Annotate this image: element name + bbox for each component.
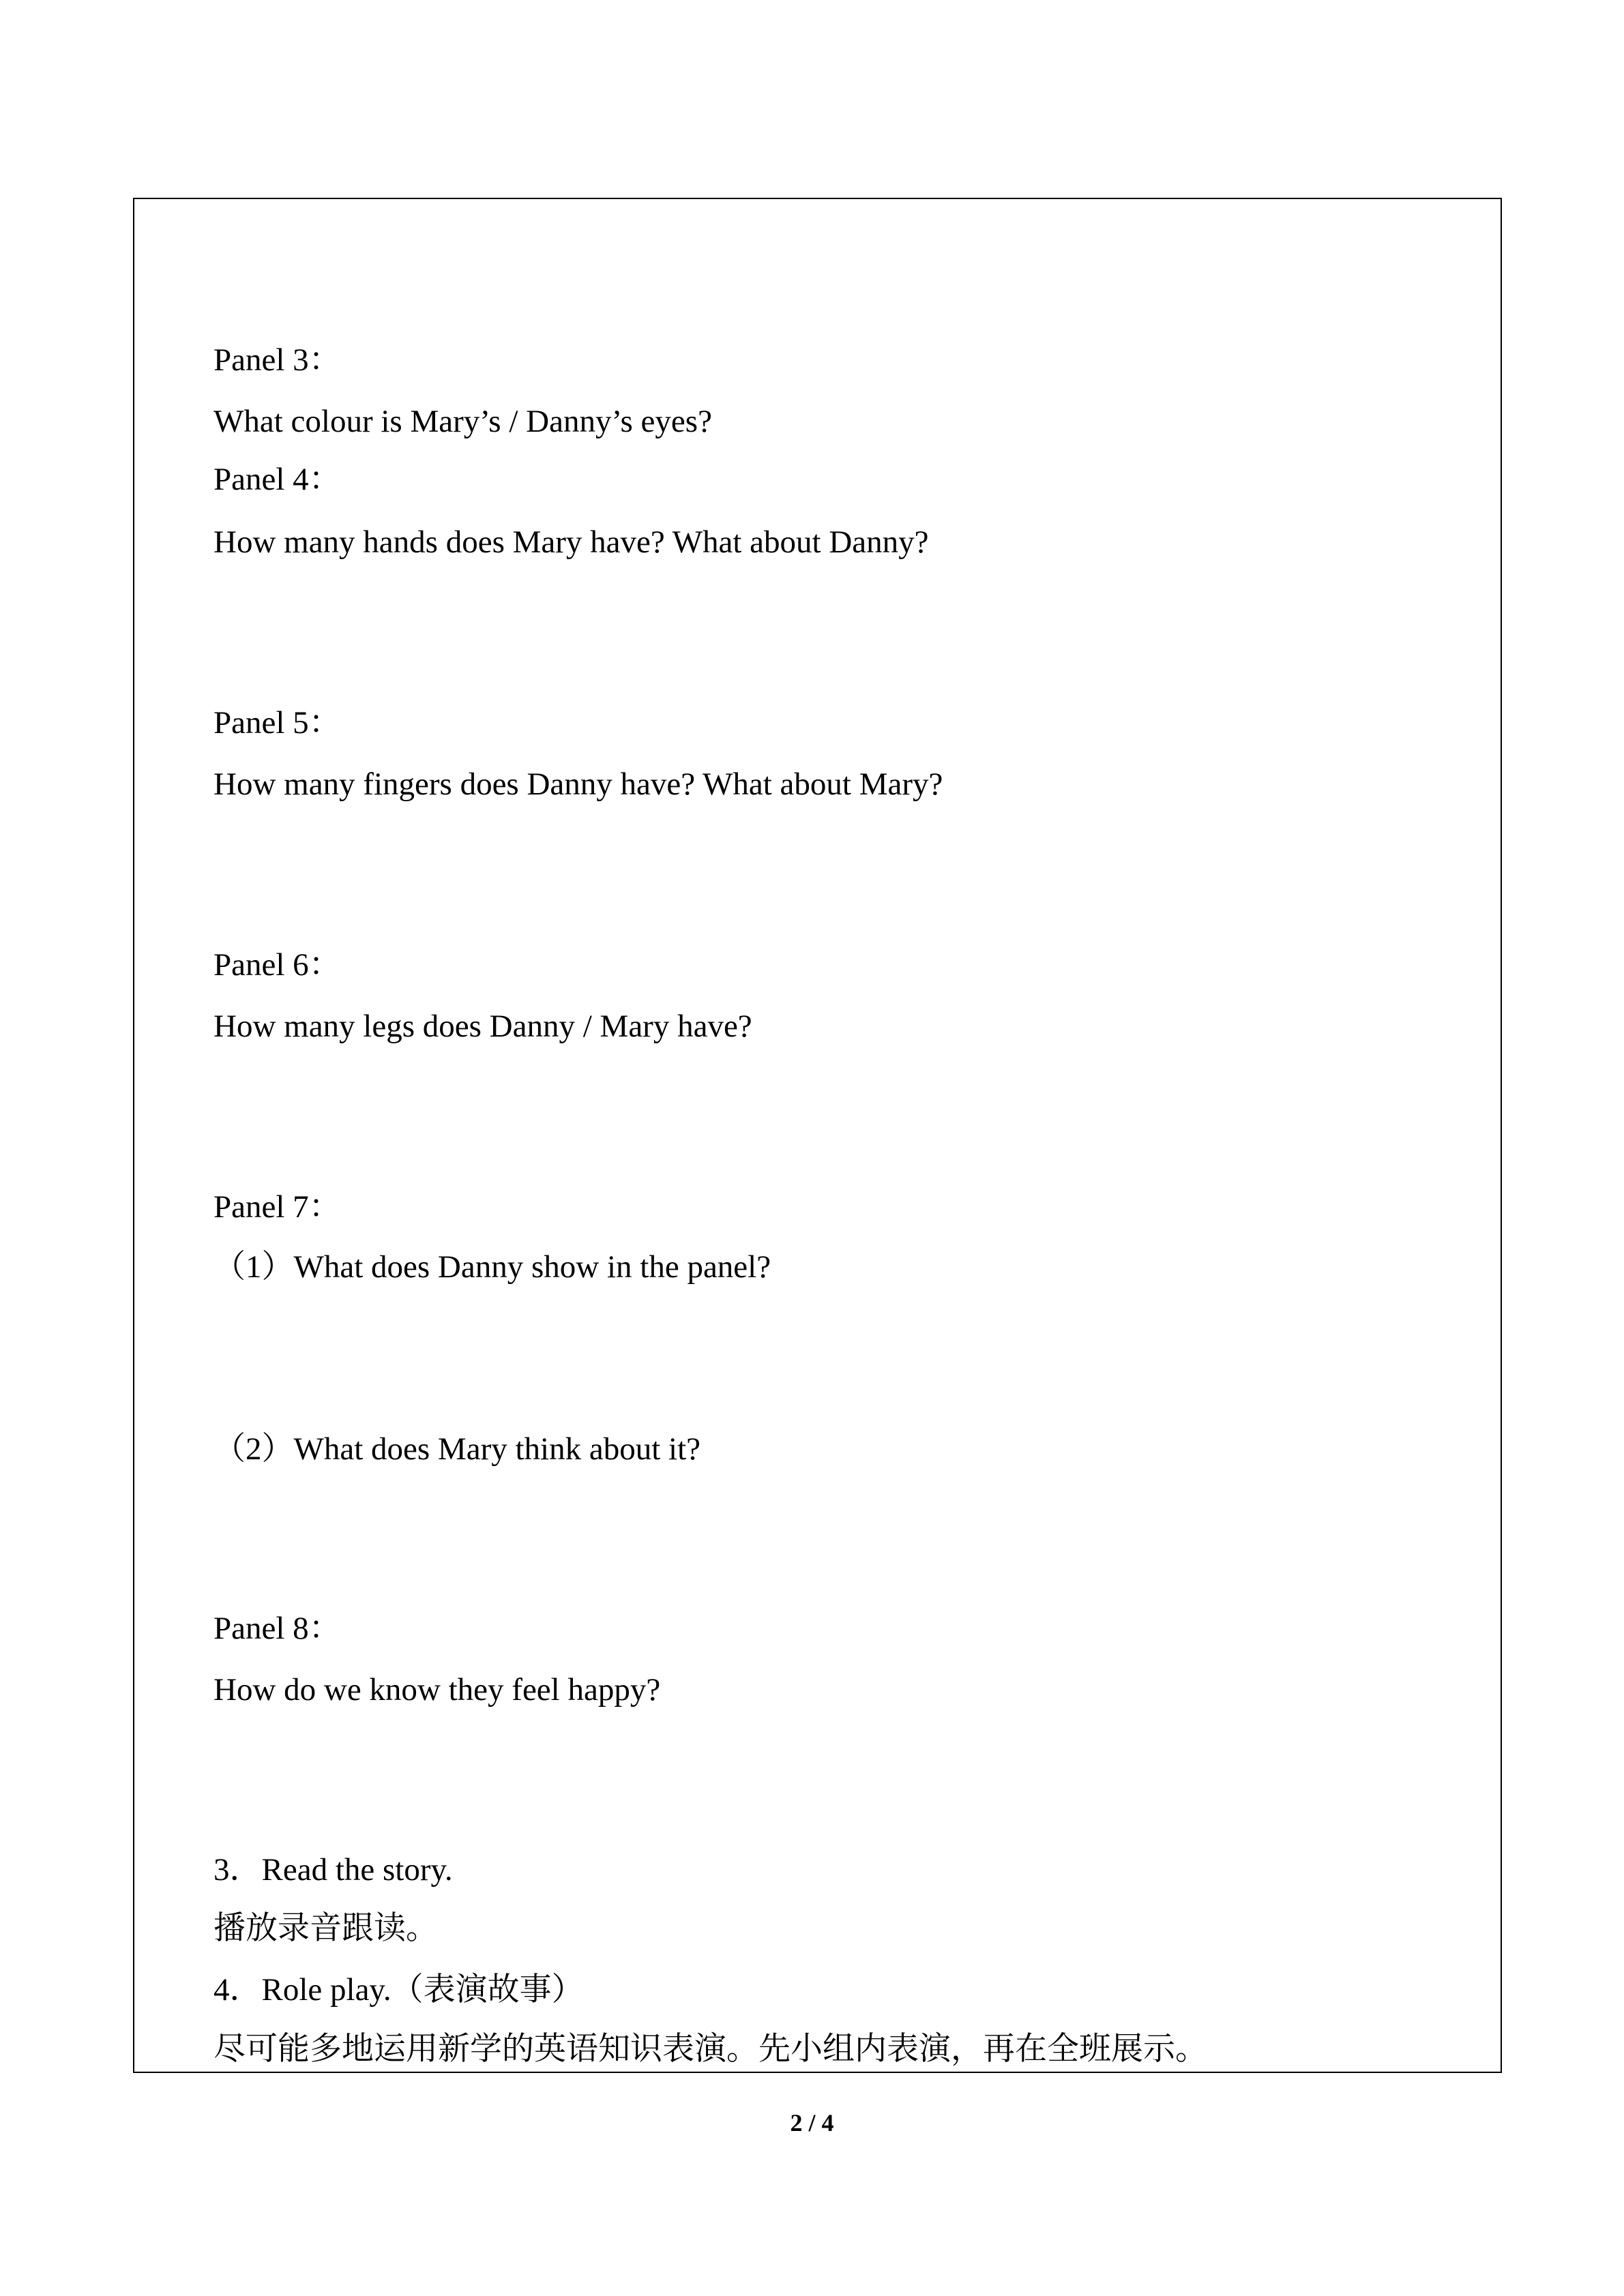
step4-heading: 4．Role play.（表演故事）	[213, 1972, 584, 2008]
panel5-question: How many fingers does Danny have? What about Mary?	[213, 766, 943, 802]
step3-heading: 3．Read the story.	[213, 1852, 453, 1888]
panel7-question-2: （2）What does Mary think about it?	[213, 1431, 700, 1467]
panel6-question: How many legs does Danny / Mary have?	[213, 1009, 752, 1044]
panel4-question: How many hands does Mary have? What about Danny?	[213, 524, 929, 560]
panel5-label: Panel 5：	[213, 705, 341, 741]
panel6-label: Panel 6：	[213, 947, 341, 983]
panel8-label: Panel 8：	[213, 1611, 341, 1646]
panel7-label: Panel 7：	[213, 1189, 341, 1225]
panel7-question-1: （1）What does Danny show in the panel?	[213, 1249, 771, 1285]
page-number: 2 / 4	[790, 2109, 834, 2136]
step4-chinese: 尽可能多地运用新学的英语知识表演。先小组内表演，再在全班展示。	[213, 2031, 1207, 2067]
panel3-question: What colour is Mary’s / Danny’s eyes?	[213, 404, 712, 439]
step3-chinese: 播放录音跟读。	[213, 1911, 438, 1946]
panel8-question: How do we know they feel happy?	[213, 1672, 661, 1708]
panel3-label: Panel 3：	[213, 342, 341, 378]
panel4-label: Panel 4：	[213, 462, 341, 497]
